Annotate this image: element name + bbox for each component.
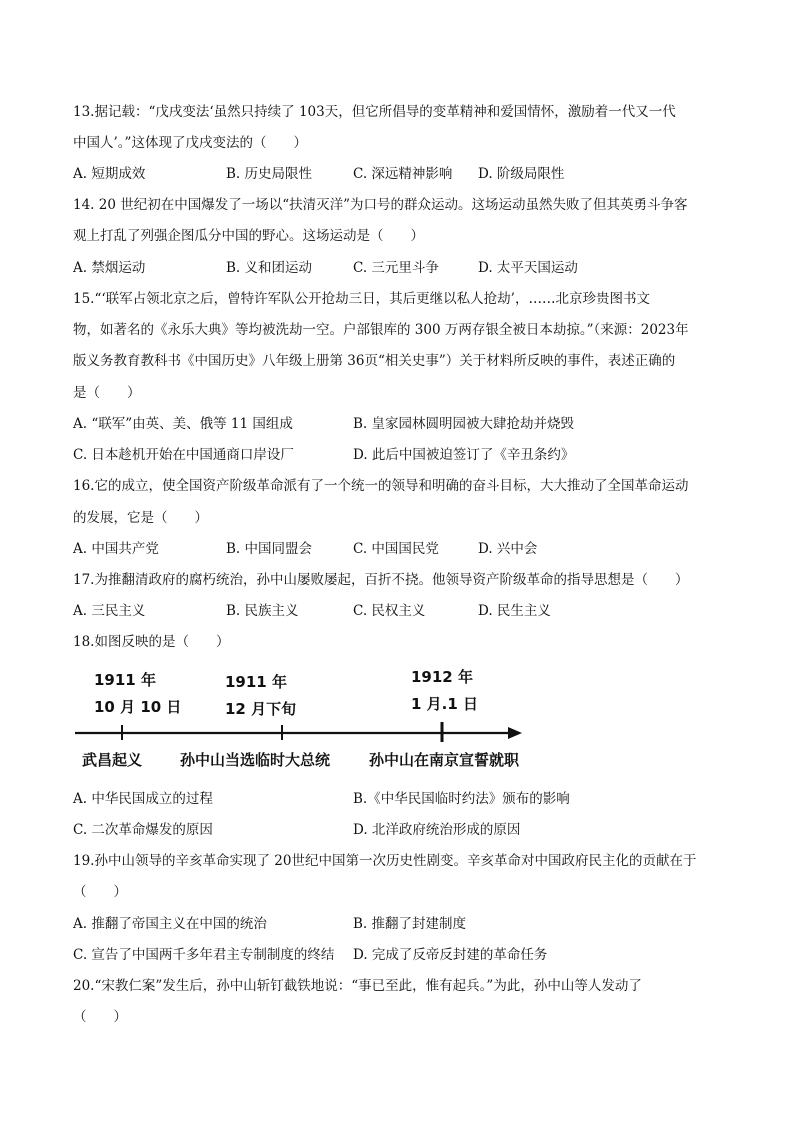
- q15-option-b: B. 皇家园林圆明园被大肆抢劫并烧毁: [353, 416, 575, 432]
- q15-option-d: D. 此后中国被迫签订了《辛丑条约》: [353, 447, 575, 463]
- q19-stem-line2: （ ）: [73, 884, 127, 900]
- timeline-year-1: 1911 年: [94, 671, 156, 689]
- q20-stem-line1: 20.“宋教仁案”发生后，孙中山斩钉截铁地说：“事已至此，惟有起兵。”为此，孙中山等人发动了: [73, 978, 642, 994]
- q18-option-a: A. 中华民国成立的过程: [73, 791, 213, 807]
- q13-stem-line1: 13.据记载：“戊戌变法‘虽然只持续了 103天，但它所倡导的变革精神和爱国情怀，激励着一代又一代: [73, 104, 676, 120]
- q17-stem-line1: 17.为推翻清政府的腐朽统治，孙中山屡败屡起，百折不挠。他领导资产阶级革命的指导思想是（ ）: [73, 572, 689, 588]
- q13-stem-line2: 中国人’。”这体现了戊戌变法的（ ）: [73, 135, 307, 151]
- q18-option-b: B.《中华民国临时约法》颁布的影响: [353, 791, 570, 807]
- timeline-event-3: 孙中山在南京宣誓就职: [369, 751, 520, 769]
- q16-stem-line2: 的发展，它是（ ）: [73, 510, 208, 526]
- q16-option-a: A. 中国共产党: [73, 541, 159, 557]
- q18-stem-line1: 18.如图反映的是（ ）: [73, 634, 230, 650]
- timeline-event-2: 孙中山当选临时大总统: [180, 751, 331, 769]
- q19-option-b: B. 推翻了封建制度: [353, 916, 467, 932]
- timeline-diagram: [60, 660, 560, 780]
- q19-stem-line1: 19.孙中山领导的辛亥革命实现了 20世纪中国第一次历史性剧变。辛亥革命对中国政府民主化的贡献在于: [73, 853, 697, 869]
- timeline-date-2: 12 月下旬: [225, 700, 297, 718]
- q16-option-b: B. 中国同盟会: [226, 541, 313, 557]
- q17-option-d: D. 民生主义: [478, 603, 551, 619]
- timeline-date-3: 1 月.1 日: [411, 695, 479, 713]
- q14-stem-line2: 观上打乱了列强企图瓜分中国的野心。这场运动是（ ）: [73, 228, 424, 244]
- q19-option-c: C. 宣告了中国两千多年君主专制制度的终结: [73, 947, 335, 963]
- q18-option-d: D. 北洋政府统治形成的原因: [353, 822, 521, 838]
- q14-option-b: B. 义和团运动: [226, 260, 313, 276]
- timeline-year-3: 1912 年: [411, 668, 473, 686]
- q15-stem-line1: 15.“‘联军占领北京之后，曾特许军队公开抢劫三日，其后更继以私人抢劫’，……北京珍贵图书文: [73, 291, 650, 307]
- q13-option-a: A. 短期成效: [73, 166, 146, 182]
- q19-option-d: D. 完成了反帝反封建的革命任务: [353, 947, 548, 963]
- q17-option-b: B. 民族主义: [226, 603, 299, 619]
- q20-stem-line2: （ ）: [73, 1009, 127, 1025]
- q16-stem-line1: 16.它的成立，使全国资产阶级革命派有了一个统一的领导和明确的奋斗目标，大大推动了全国革命运动: [73, 478, 689, 494]
- q17-option-c: C. 民权主义: [353, 603, 426, 619]
- timeline-date-1: 10 月 10 日: [94, 698, 182, 716]
- q17-option-a: A. 三民主义: [73, 603, 146, 619]
- q18-option-c: C. 二次革命爆发的原因: [73, 822, 213, 838]
- timeline-year-2: 1911 年: [225, 673, 287, 691]
- q15-option-c: C. 日本趁机开始在中国通商口岸设厂: [73, 447, 294, 463]
- q16-option-d: D. 兴中会: [478, 541, 538, 557]
- q15-stem-line2: 物，如著名的《永乐大典》等均被洗劫一空。户部银库的 300 万两存银全被日本劫掠。”（来源：2023年: [73, 322, 689, 338]
- q14-option-c: C. 三元里斗争: [353, 260, 439, 276]
- q16-option-c: C. 中国国民党: [353, 541, 439, 557]
- q13-option-b: B. 历史局限性: [226, 166, 313, 182]
- q14-option-a: A. 禁烟运动: [73, 260, 146, 276]
- q13-option-d: D. 阶级局限性: [478, 166, 565, 182]
- timeline-arrow-icon: [508, 727, 522, 739]
- q15-stem-line3: 版义务教育教科书《中国历史》八年级上册第 36页“相关史事”）关于材料所反映的事件，表述正确的: [73, 353, 676, 369]
- timeline-event-1: 武昌起义: [82, 751, 143, 769]
- q13-option-c: C. 深远精神影响: [353, 166, 453, 182]
- q15-stem-line4: 是（ ）: [73, 385, 141, 401]
- q15-option-a: A. “联军”由英、美、俄等 11 国组成: [73, 416, 293, 432]
- q19-option-a: A. 推翻了帝国主义在中国的统治: [73, 916, 267, 932]
- q14-option-d: D. 太平天国运动: [478, 260, 578, 276]
- q14-stem-line1: 14. 20 世纪初在中国爆发了一场以“扶清灭洋”为口号的群众运动。这场运动虽然失败了但其英勇斗争客: [73, 197, 688, 213]
